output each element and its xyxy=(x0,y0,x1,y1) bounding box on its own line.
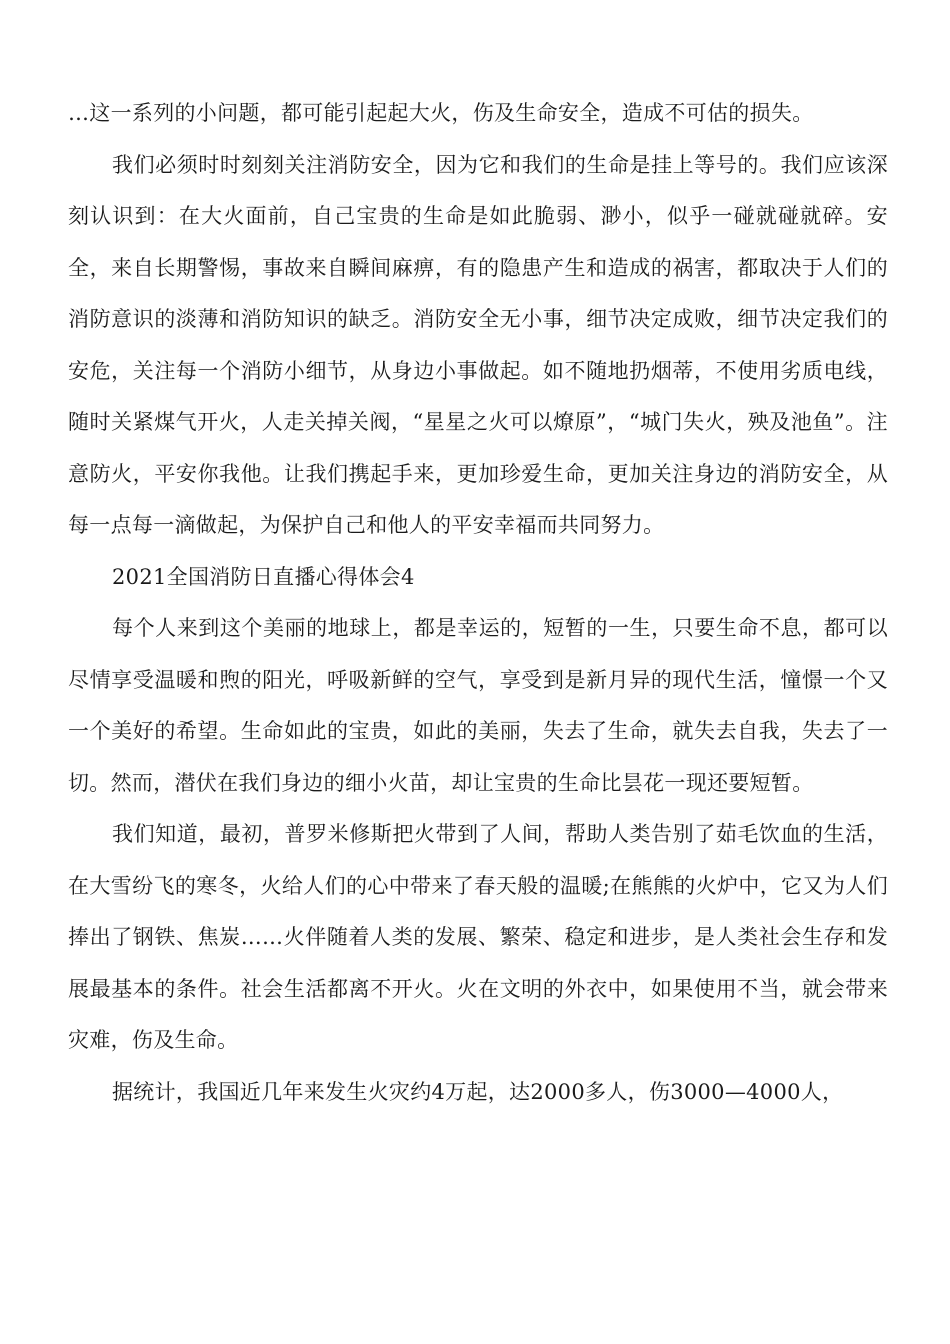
paragraph-5: 据统计，我国近几年来发生火灾约4万起，达2000多人，伤3000—4000人， xyxy=(112,1079,844,1104)
section-heading: 2021全国消防日直播心得体会4 xyxy=(112,564,415,589)
paragraph-1: …这一系列的小问题，都可能引起起大火，伤及生命安全，造成不可估的损失。 xyxy=(68,101,814,125)
paragraph-4: 我们知道，最初，普罗米修斯把火带到了人间，帮助人类告别了茹毛饮血的生活，在大雪纷飞的寒冬，火给人们的心中带来了春天般的温暖;在熊熊的火炉中，它又为人们捧出了钢铁、焦炭……火伴随着人类的发展、繁荣、稳定和进步，是人类社会生存和发展最基本的条件。社会生活都离不开火。火在文明的外衣中，如果使用不当，就会带来灾难，伤及生命。 xyxy=(68,822,888,1052)
paragraph-2: 我们必须时时刻刻关注消防安全，因为它和我们的生命是挂上等号的。我们应该深刻认识到：在大火面前，自己宝贵的生命是如此脆弱、渺小，似乎一碰就碰就碎。安全，来自长期警惕，事故来自瞬间麻痹，有的隐患产生和造成的祸害，都取决于人们的消防意识的淡薄和消防知识的缺乏。消防安全无小事，细节决定成败，细节决定我们的安危，关注每一个消防小细节，从身边小事做起。如不随地扔烟蒂，不使用劣质电线，随时关紧煤气开火，人走关掉关阀，“星星之火可以燎原”，“城门失火，殃及池鱼”。注意防火，平安你我他。让我们携起手来，更加珍爱生命，更加关注身边的消防安全，从每一点每一滴做起，为保护自己和他人的平安幸福而共同努力。 xyxy=(68,152,888,537)
paragraph-3: 每个人来到这个美丽的地球上，都是幸运的，短暂的一生，只要生命不息，都可以尽情享受温暖和煦的阳光，呼吸新鲜的空气，享受到是新月异的现代生活，憧憬一个又一个美好的希望。生命如此的宝贵，如此的美丽，失去了生命，就失去自我，失去了一切。然而，潜伏在我们身边的细小火苗，却让宝贵的生命比昙花一现还要短暂。 xyxy=(68,616,888,795)
document-page xyxy=(68,88,888,1118)
